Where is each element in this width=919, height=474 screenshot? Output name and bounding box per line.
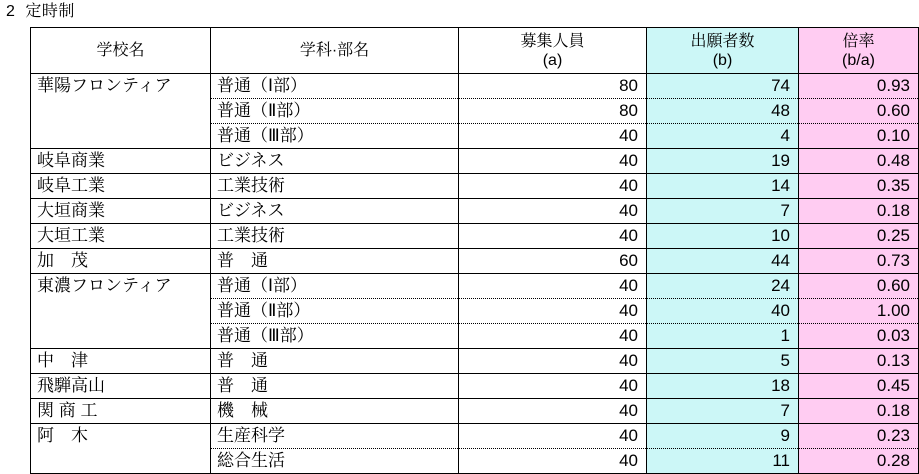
cell-quota: 60 (459, 249, 647, 274)
cell-school: 岐阜工業 (31, 174, 211, 199)
cell-ratio: 0.18 (799, 399, 919, 424)
table-row (31, 299, 919, 324)
cell-quota: 40 (459, 149, 647, 174)
cell-school: 中 津 (31, 349, 211, 374)
cell-school: 大垣工業 (31, 224, 211, 249)
cell-applicants: 19 (647, 149, 799, 174)
column-header-applicants-sub: (b) (712, 51, 733, 69)
cell-applicants: 74 (647, 74, 799, 99)
cell-applicants: 48 (647, 99, 799, 124)
cell-quota: 80 (459, 99, 647, 124)
cell-department: 工業技術 (211, 174, 459, 199)
column-header-quota (459, 28, 647, 74)
cell-ratio: 0.73 (799, 249, 919, 274)
cell-ratio: 0.48 (799, 149, 919, 174)
cell-quota: 40 (459, 424, 647, 449)
cell-school (31, 299, 211, 324)
table-row (31, 224, 919, 249)
table-header-row (31, 28, 919, 74)
cell-applicants: 14 (647, 174, 799, 199)
cell-department: 普通（Ⅱ部） (211, 99, 459, 124)
cell-school: 岐阜商業 (31, 149, 211, 174)
cell-ratio: 0.10 (799, 124, 919, 149)
cell-applicants: 18 (647, 374, 799, 399)
cell-department: 普 通 (211, 374, 459, 399)
cell-ratio: 1.00 (799, 299, 919, 324)
column-header-ratio-label: 倍率 (842, 32, 875, 50)
cell-ratio: 0.28 (799, 449, 919, 474)
cell-department: 普 通 (211, 249, 459, 274)
cell-applicants: 11 (647, 449, 799, 474)
cell-quota: 40 (459, 374, 647, 399)
table-row (31, 99, 919, 124)
table-row (31, 374, 919, 399)
cell-applicants: 1 (647, 324, 799, 349)
cell-quota: 80 (459, 74, 647, 99)
cell-quota: 40 (459, 174, 647, 199)
table-row (31, 424, 919, 449)
cell-department: 生産科学 (211, 424, 459, 449)
cell-applicants: 9 (647, 424, 799, 449)
section-title: 定時制 (25, 3, 75, 20)
cell-applicants: 5 (647, 349, 799, 374)
cell-school: 大垣商業 (31, 199, 211, 224)
table-row (31, 149, 919, 174)
column-header-department (211, 28, 459, 74)
cell-quota: 40 (459, 199, 647, 224)
cell-ratio: 0.35 (799, 174, 919, 199)
cell-applicants: 24 (647, 274, 799, 299)
cell-applicants: 44 (647, 249, 799, 274)
cell-department: 普通（Ⅰ部） (211, 274, 459, 299)
cell-ratio: 0.60 (799, 274, 919, 299)
cell-school: 東濃フロンティア (31, 274, 211, 299)
cell-department: 普通（Ⅲ部） (211, 324, 459, 349)
cell-quota: 40 (459, 399, 647, 424)
cell-school (31, 99, 211, 124)
section-number: 2 (6, 3, 16, 20)
cell-school: 関 商 工 (31, 399, 211, 424)
cell-school: 阿 木 (31, 424, 211, 449)
table-row (31, 399, 919, 424)
table-row (31, 249, 919, 274)
cell-school (31, 324, 211, 349)
cell-school: 華陽フロンティア (31, 74, 211, 99)
cell-applicants: 40 (647, 299, 799, 324)
table-row (31, 324, 919, 349)
cell-ratio: 0.60 (799, 99, 919, 124)
cell-quota: 40 (459, 124, 647, 149)
table-row (31, 199, 919, 224)
cell-department: ビジネス (211, 149, 459, 174)
cell-applicants: 7 (647, 399, 799, 424)
cell-applicants: 4 (647, 124, 799, 149)
table-header (31, 28, 919, 74)
cell-quota: 40 (459, 274, 647, 299)
cell-school: 飛騨高山 (31, 374, 211, 399)
table-row (31, 349, 919, 374)
page-title (6, 2, 75, 22)
cell-quota: 40 (459, 324, 647, 349)
admissions-table (30, 27, 919, 474)
cell-ratio: 0.23 (799, 424, 919, 449)
cell-ratio: 0.93 (799, 74, 919, 99)
cell-quota: 40 (459, 449, 647, 474)
cell-school (31, 124, 211, 149)
table-row (31, 74, 919, 99)
column-header-department-label: 学科·部名 (299, 42, 370, 59)
column-header-ratio-sub: (b/a) (842, 51, 875, 69)
column-header-school (31, 28, 211, 74)
cell-department: 普通（Ⅱ部） (211, 299, 459, 324)
column-header-school-label: 学校名 (96, 42, 145, 59)
cell-ratio: 0.13 (799, 349, 919, 374)
cell-applicants: 10 (647, 224, 799, 249)
cell-quota: 40 (459, 224, 647, 249)
cell-applicants: 7 (647, 199, 799, 224)
column-header-applicants-label: 出願者数 (690, 32, 755, 50)
cell-quota: 40 (459, 349, 647, 374)
column-header-quota-label: 募集人員 (520, 32, 585, 50)
cell-department: ビジネス (211, 199, 459, 224)
column-header-applicants (647, 28, 799, 74)
cell-department: 工業技術 (211, 224, 459, 249)
cell-ratio: 0.18 (799, 199, 919, 224)
table-row (31, 124, 919, 149)
table-row (31, 174, 919, 199)
cell-ratio: 0.45 (799, 374, 919, 399)
cell-school: 加 茂 (31, 249, 211, 274)
table-row (31, 274, 919, 299)
cell-quota: 40 (459, 299, 647, 324)
cell-department: 機 械 (211, 399, 459, 424)
cell-ratio: 0.25 (799, 224, 919, 249)
cell-department: 総合生活 (211, 449, 459, 474)
column-header-ratio (799, 28, 919, 74)
column-header-quota-sub: (a) (542, 51, 563, 69)
table-body (31, 74, 919, 474)
cell-department: 普 通 (211, 349, 459, 374)
cell-department: 普通（Ⅰ部） (211, 74, 459, 99)
cell-ratio: 0.03 (799, 324, 919, 349)
cell-department: 普通（Ⅲ部） (211, 124, 459, 149)
